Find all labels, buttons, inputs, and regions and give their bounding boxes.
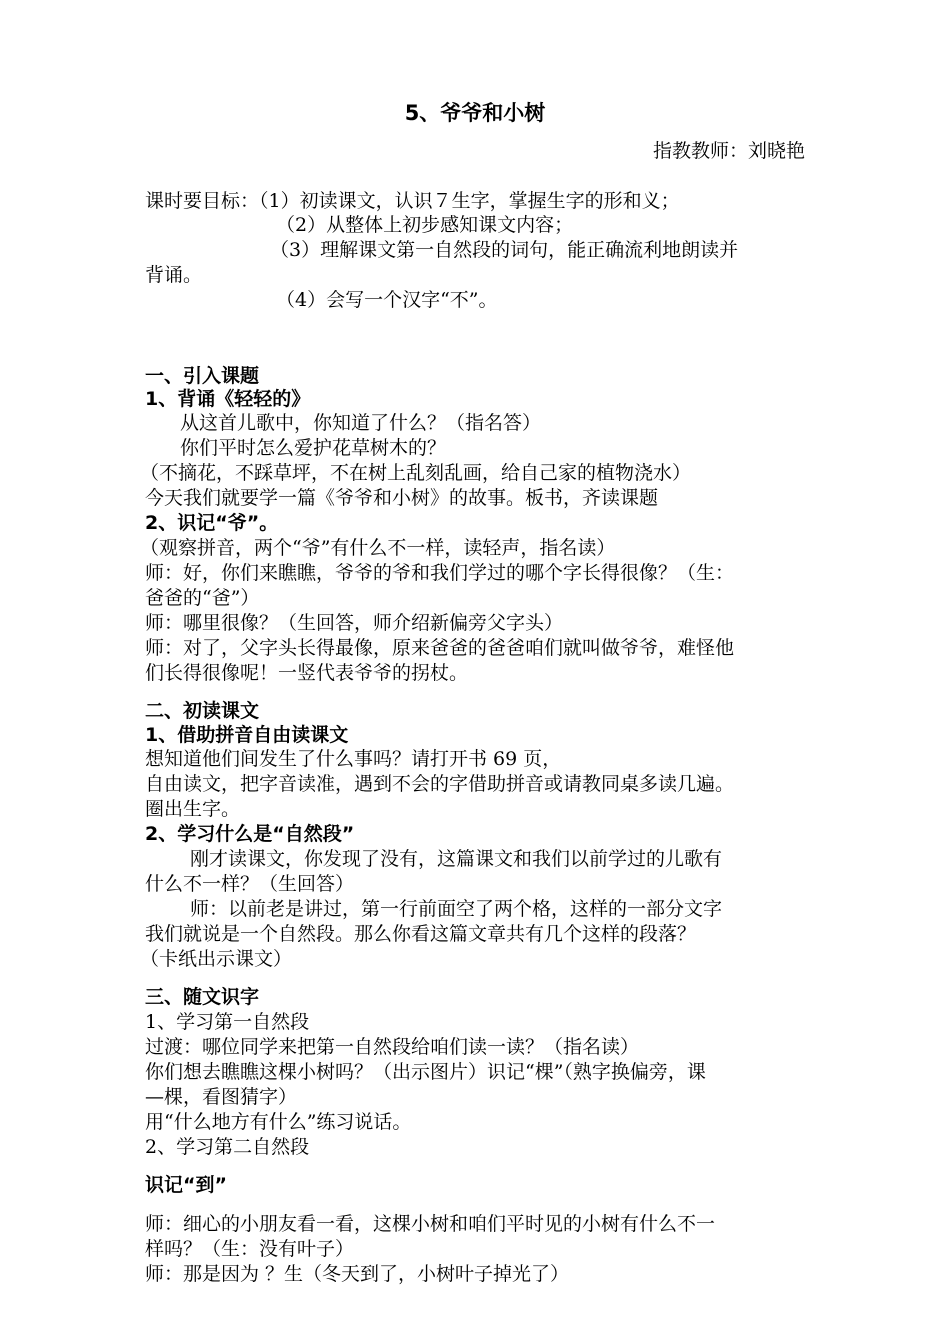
- paragraph: 自由读文，把字音读准，遇到不会的字借助拼音或请教同桌多读几遍。: [145, 773, 735, 795]
- section-2-sub-1: 1、借助拼音自由读课文: [145, 724, 349, 746]
- section-2-sub-2: 2、学习什么是“自然段”: [145, 823, 355, 845]
- paragraph: 师：对了，父字头长得最像，原来爸爸的爸爸咱们就叫做爷爷，难怪他: [145, 637, 735, 659]
- teacher-name: 指教教师：刘晓艳: [652, 140, 805, 162]
- goal-2: （2）从整体上初步感知课文内容；: [276, 214, 574, 236]
- paragraph: 师：那是因为 ？生（冬天到了，小树叶子掉光了）: [145, 1263, 570, 1285]
- paragraph: 你们平时怎么爱护花草树木的？: [180, 437, 447, 459]
- section-3-sub-3: 识记“到”: [145, 1174, 227, 1196]
- doc-title: 5、爷爷和小树: [404, 101, 546, 125]
- paragraph: （不摘花，不踩草坪，不在树上乱刻乱画，给自己家的植物浇水）: [140, 462, 692, 484]
- paragraph: 今天我们就要学一篇《爷爷和小树》的故事。板书，齐读课题: [145, 487, 659, 509]
- section-1-heading: 一、引入课题: [145, 365, 260, 387]
- paragraph: 师：好，你们来瞧瞧，爷爷的爷和我们学过的哪个字长得很像？（生：: [145, 562, 735, 584]
- section-3-sub-2: 2、学习第二自然段: [145, 1136, 310, 1158]
- paragraph: 什么不一样？（生回答）: [145, 873, 355, 895]
- paragraph: 从这首儿歌中，你知道了什么？（指名答）: [180, 412, 542, 434]
- paragraph: 想知道他们间发生了什么事吗？请打开书 69 页，: [145, 748, 562, 770]
- paragraph: 用“什么地方有什么”练习说话。: [145, 1111, 412, 1133]
- goal-3: （3）理解课文第一自然段的词句，能正确流利地朗读并: [270, 239, 739, 261]
- paragraph: 圈出生字。: [145, 798, 241, 820]
- goal-1: 课时要目标：（1）初读课文，认识７生字，掌握生字的形和义；: [145, 190, 680, 212]
- paragraph: （观察拼音，两个“爷”有什么不一样，读轻声，指名读）: [140, 537, 616, 559]
- paragraph: 你们想去瞧瞧这棵小树吗？（出示图片）识记“棵”（熟字换偏旁，课: [145, 1061, 706, 1083]
- goal-4: （4）会写一个汉字“不”。: [276, 289, 498, 311]
- paragraph: 我们就说是一个自然段。那么你看这篇文章共有几个这样的段落？: [145, 923, 697, 945]
- paragraph: 师：哪里很像？（生回答，师介绍新偏旁父字头）: [145, 612, 564, 634]
- section-1-sub-2: 2、识记“爷”。: [145, 512, 279, 534]
- paragraph: （卡纸出示课文）: [140, 948, 293, 970]
- section-3-heading: 三、随文识字: [145, 986, 260, 1008]
- paragraph: 过渡：哪位同学来把第一自然段给咱们读一读？（指名读）: [145, 1036, 640, 1058]
- section-2-heading: 二、初读课文: [145, 700, 260, 722]
- goal-3-cont: 背诵。: [145, 264, 203, 286]
- paragraph: 师：以前老是讲过，第一行前面空了两个格，这样的一部分文字: [190, 898, 723, 920]
- section-3-sub-1: 1、学习第一自然段: [145, 1011, 310, 1033]
- paragraph: 们长得很像呢！一竖代表爷爷的拐杖。: [145, 662, 469, 684]
- paragraph: 刚才读课文，你发现了没有，这篇课文和我们以前学过的儿歌有: [190, 848, 723, 870]
- paragraph: 样吗？（生：没有叶子）: [145, 1238, 355, 1260]
- paragraph: 师：细心的小朋友看一看，这棵小树和咱们平时见的小树有什么不一: [145, 1213, 716, 1235]
- section-1-sub-1: 1、背诵《轻轻的》: [145, 388, 311, 410]
- paragraph: —棵，看图猜字）: [145, 1086, 298, 1108]
- paragraph: 爸爸的“爸”）: [145, 587, 260, 609]
